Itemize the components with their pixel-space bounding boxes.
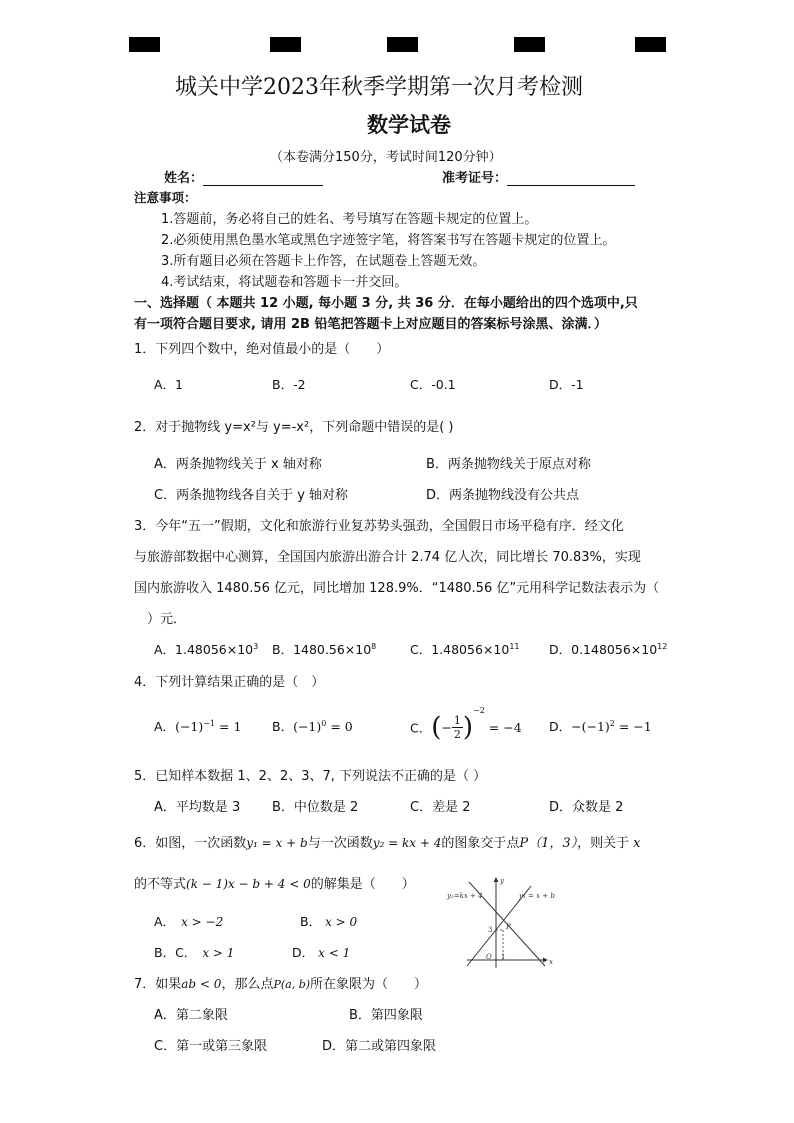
q4-option-c: C．(− $\frac{1}{2}$ )$^{-2}$ = −4: [410, 706, 522, 743]
q6-option-a: [154, 912, 223, 930]
q4-option-c-label: C．: [410, 720, 432, 736]
label-origin: O: [486, 953, 492, 961]
q7-option-d: D．第二或第四象限: [322, 1039, 437, 1054]
q2-option-d: D．两条抛物线没有公共点: [426, 488, 580, 503]
q4-option-b-label: B．: [272, 719, 294, 734]
question-2-stem: 2．对于抛物线 y=x²与 y=-x²，下列命题中错误的是( ): [134, 420, 454, 435]
q6-option-c: [154, 943, 234, 961]
q5-option-b: B．中位数是 2: [272, 800, 359, 815]
q4-option-a-label: A．: [154, 719, 176, 734]
label-y1: y₁ = x + b: [519, 892, 555, 900]
q7-option-a: A．第二象限: [154, 1008, 228, 1023]
q2-option-c: C．两条抛物线各自关于 y 轴对称: [154, 488, 349, 503]
q4-option-b-exp: 0: [321, 718, 327, 728]
header-black-bar: [514, 37, 545, 52]
label-y: y: [500, 877, 504, 885]
q6-text: 的解集是（ ）: [310, 877, 415, 892]
q4-option-d: [549, 717, 652, 735]
q4-option-c-num: 1: [453, 714, 461, 727]
q3-option-c-exp: 11: [509, 641, 520, 651]
q3-option-d: [549, 640, 667, 658]
q4-option-d-exp: 2: [609, 718, 615, 728]
q2-option-a: A．两条抛物线关于 x 轴对称: [154, 457, 322, 472]
q4-option-d-label: D．: [549, 719, 572, 734]
header-black-bar: [635, 37, 666, 52]
label-x: x: [549, 958, 553, 966]
section-heading: 一、选择题（ 本题共 12 小题, 每小题 3 分, 共 36 分．在每小题给出的四个选项中,只: [134, 296, 638, 311]
q4-option-b-rhs: = 0: [326, 719, 353, 734]
name-label: 姓名：: [164, 171, 204, 186]
q1-option-a: A．1: [154, 377, 184, 392]
q3-option-c: [410, 640, 520, 658]
q6-function-1: y₁ = x + b: [246, 836, 308, 850]
q7-option-b: B．第四象限: [349, 1008, 423, 1023]
notes-item: 1.答题前，务必将自己的姓名、考号填写在答题卡规定的位置上。: [161, 212, 538, 227]
question-3-line: ）元．: [134, 612, 187, 627]
question-1-stem: 1．下列四个数中，绝对值最小的是（ ）: [134, 342, 390, 357]
q3-option-d-exp: 12: [657, 641, 668, 651]
label-point-p: P: [506, 923, 511, 931]
q6-function-graph: [445, 874, 560, 969]
q7-text: 所在象限为（ ）: [310, 977, 428, 992]
x-axis-arrow-icon: [543, 958, 548, 963]
header-black-bar: [387, 37, 418, 52]
q1-option-c: C．-0.1: [410, 377, 456, 392]
q5-option-d: D．众数是 2: [549, 800, 624, 815]
q3-option-d-base: D．0.148056×10: [549, 642, 658, 657]
id-field[interactable]: [507, 172, 635, 186]
q3-option-b: [272, 640, 376, 658]
q3-option-c-base: C．1.48056×10: [410, 642, 510, 657]
q4-option-a-exp: −1: [203, 718, 216, 728]
question-6-line1: [134, 832, 641, 851]
q4-option-d-expr: −(−1): [571, 719, 610, 734]
q6-option-c-label: B．C．: [154, 945, 197, 960]
q4-option-c-exp: −2: [473, 706, 485, 715]
question-3-line: 3．今年“五一”假期，文化和旅游行业复苏势头强劲，全国假日市场平稳有序．经文化: [134, 519, 624, 534]
q1-option-d: D．-1: [549, 377, 584, 392]
q3-option-b-exp: 8: [371, 641, 377, 651]
id-row: [442, 167, 635, 186]
q4-option-b-expr: (−1): [293, 719, 322, 734]
q3-option-a: [154, 640, 258, 658]
q6-function-2: y₂ = kx + 4: [372, 836, 442, 850]
label-y2: y₂=kx + 4: [447, 892, 483, 900]
section-heading: 有一项符合题目要求, 请用 2B 铅笔把答题卡上对应题目的答案标号涂黑、涂满．）: [134, 317, 607, 332]
header-black-bar: [129, 37, 160, 52]
q5-option-c: C．差是 2: [410, 800, 471, 815]
label-one: 1: [501, 953, 506, 961]
q6-option-b-label: B．: [300, 914, 322, 929]
q3-option-a-exp: 3: [253, 641, 259, 651]
page-subtitle: 数学试卷: [367, 112, 451, 137]
notes-item: 4.考试结束，将试题卷和答题卡一并交回。: [161, 275, 408, 290]
q4-option-d-rhs: = −1: [614, 719, 652, 734]
q5-option-a: A．平均数是 3: [154, 800, 241, 815]
name-row: [164, 167, 323, 186]
q6-option-b: [300, 912, 357, 930]
q4-option-a-expr: (−1): [175, 719, 204, 734]
q6-text: 的图象交于点: [441, 836, 520, 851]
q7-text: ，那么点: [221, 977, 274, 992]
q4-option-c-fraction: [452, 714, 463, 741]
q7-condition: ab < 0: [181, 977, 222, 991]
id-label: 准考证号：: [442, 171, 508, 186]
exam-info: （本卷满分150分，考试时间120分钟）: [270, 150, 502, 165]
question-3-line: 国内旅游收入 1480.56 亿元，同比增加 128.9%．“1480.56 亿”元用科学记数法表示为（: [134, 581, 660, 596]
q6-option-d-expr: x < 1: [318, 946, 351, 960]
q6-option-d: [292, 943, 350, 961]
q4-option-c-den: 2: [453, 728, 461, 741]
q4-option-c-rhs: = −4: [484, 720, 522, 735]
y-axis-arrow-icon: [494, 877, 499, 882]
question-3-line: 与旅游部数据中心测算，全国国内旅游出游合计 2.74 亿人次，同比增长 70.83%，实现: [134, 550, 641, 565]
q3-option-b-base: B．1480.56×10: [272, 642, 372, 657]
q4-option-b: [272, 717, 353, 735]
label-three: 3: [488, 926, 493, 934]
q7-point: P(a, b): [273, 978, 311, 991]
q6-text: 的不等式: [134, 877, 187, 892]
q6-option-c-expr: x > 1: [202, 946, 235, 960]
question-7-stem: [134, 973, 427, 992]
q6-point: P（1，3）: [519, 836, 578, 851]
q6-option-a-expr: x > −2: [181, 915, 224, 929]
q6-text: 与一次函数: [307, 836, 373, 851]
header-black-bar: [270, 37, 301, 52]
question-4-stem: 4．下列计算结果正确的是（ ）: [134, 675, 325, 690]
question-5-stem: 5．已知样本数据 1、2、2、3、7, 下列说法不正确的是（ ）: [134, 769, 487, 784]
notes-item: 2.必须使用黑色墨水笔或黑色字迹签字笔，将答案书写在答题卡规定的位置上。: [161, 233, 616, 248]
q6-option-d-label: D．: [292, 945, 315, 960]
q4-option-a-rhs: = 1: [215, 719, 242, 734]
q3-option-a-base: A．1.48056×10: [154, 642, 254, 657]
question-6-line2: [134, 873, 415, 892]
q7-text: 7．如果: [134, 977, 182, 992]
q7-option-c: C．第一或第三象限: [154, 1039, 268, 1054]
q6-text: 6．如图，一次函数: [134, 836, 247, 851]
q6-option-a-label: A．: [154, 914, 176, 929]
q6-option-b-expr: x > 0: [325, 915, 358, 929]
q6-var: x: [633, 836, 641, 851]
page-title: 城关中学2023年秋季学期第一次月考检测: [175, 75, 583, 100]
q1-option-b: B．-2: [272, 377, 306, 392]
q4-option-a: [154, 717, 241, 735]
notes-item: 3.所有题目必须在答题卡上作答，在试题卷上答题无效。: [161, 254, 486, 269]
notes-heading: 注意事项：: [134, 190, 197, 205]
name-field[interactable]: [203, 172, 323, 186]
q6-text: ，则关于: [577, 836, 630, 851]
q2-option-b: B．两条抛物线关于原点对称: [426, 457, 591, 472]
q6-inequality: (k − 1)x − b + 4 < 0: [186, 877, 311, 891]
